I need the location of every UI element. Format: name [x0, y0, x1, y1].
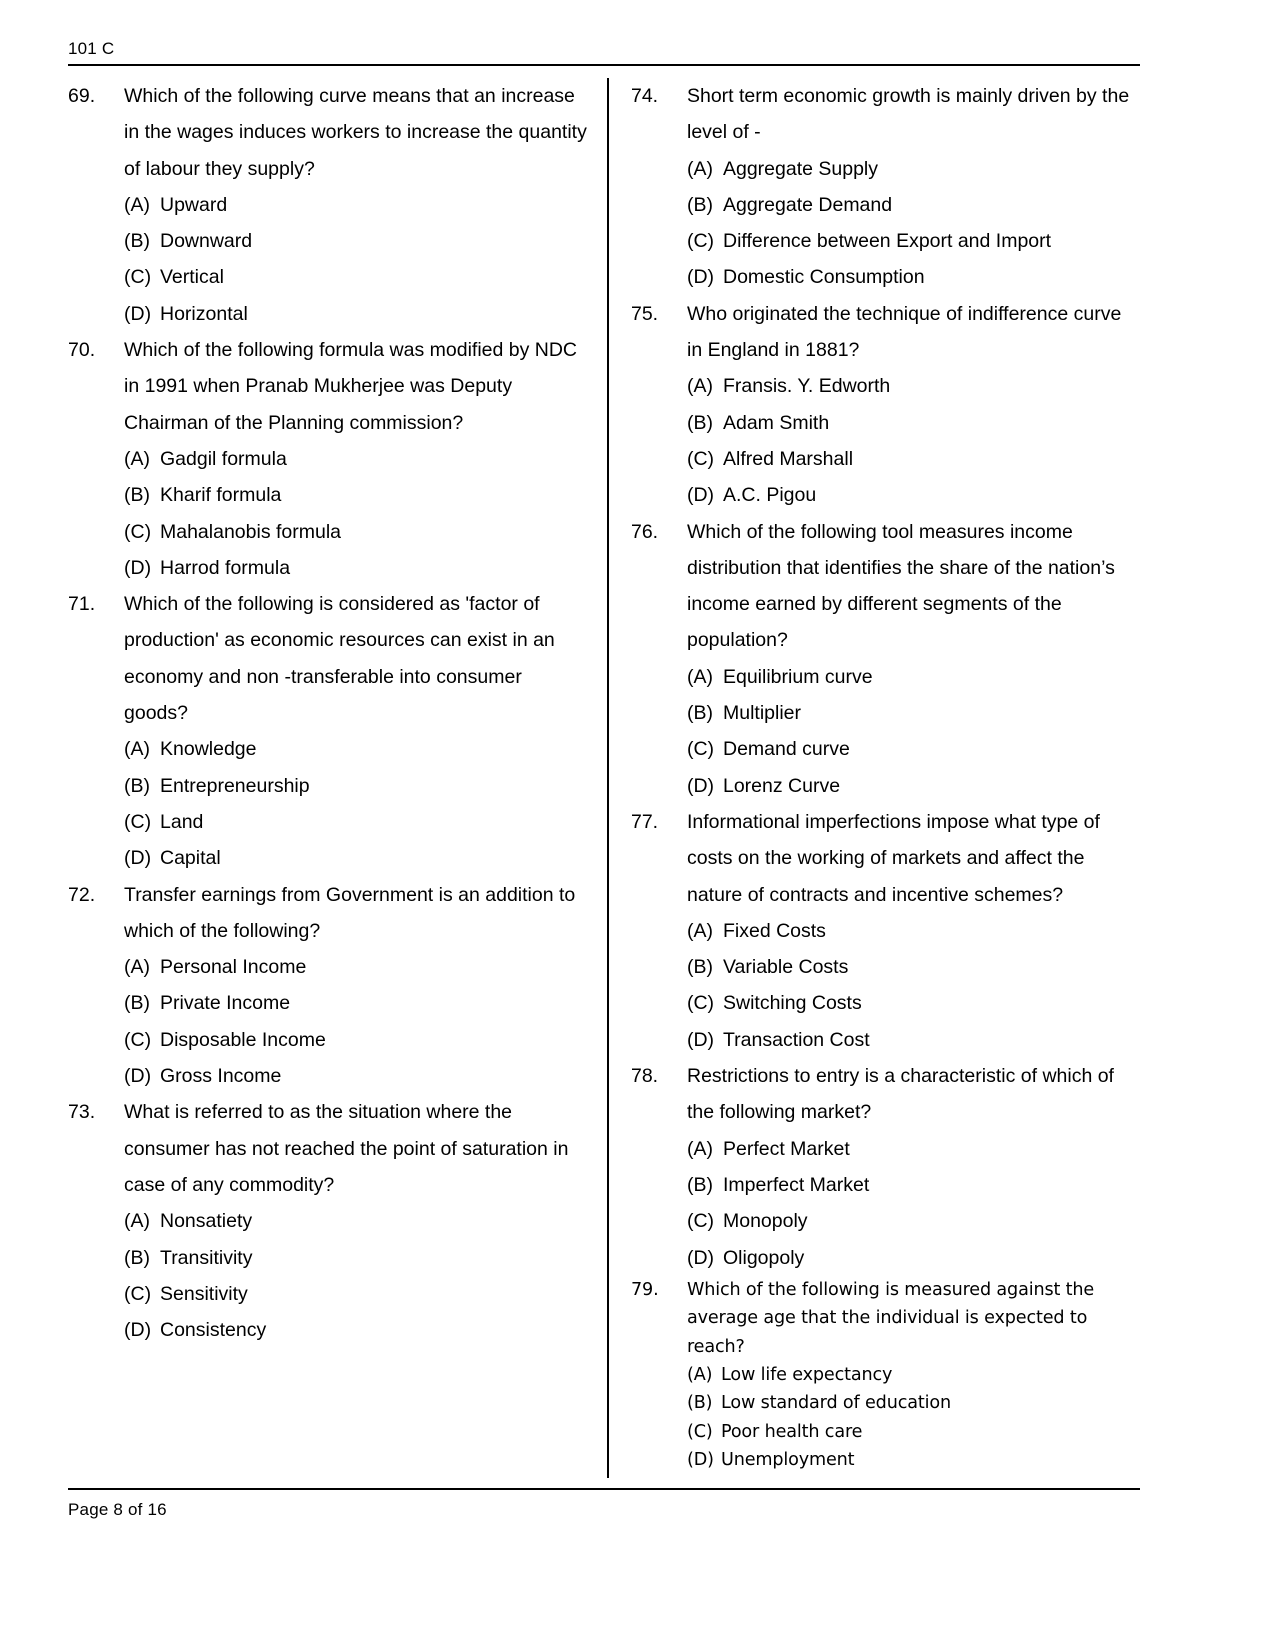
question-block [631, 1276, 1140, 1475]
question-body [124, 877, 591, 1095]
option-letter: (C) [124, 810, 152, 833]
option-letter: (D) [124, 1065, 152, 1088]
question-text: Restrictions to entry is a characteristic of which of the following market? [686, 1065, 1114, 1124]
question-block [631, 1058, 1140, 1276]
option-letter: (C) [686, 738, 715, 761]
option-item[interactable] [124, 768, 591, 804]
option-letter: (B) [686, 1173, 713, 1196]
question-block [68, 78, 591, 332]
question-body [687, 804, 1140, 1058]
option-label: Oligopoly [722, 1246, 805, 1269]
option-item[interactable] [687, 913, 1140, 949]
option-label: Unemployment [720, 1450, 855, 1471]
question-number: 76. [630, 520, 659, 543]
question-block [631, 296, 1140, 514]
question-text: Which of the following is considered as 'factor of production' as economic resources can exist in an economy and non -transferable into consumer goods? [124, 593, 555, 725]
option-letter: (C) [686, 1421, 713, 1442]
option-label: Nonsatiety [160, 1210, 253, 1233]
option-letter: (B) [686, 411, 713, 434]
option-letter: (A) [686, 665, 713, 688]
option-label: Aggregate Supply [722, 157, 879, 180]
option-letter: (A) [686, 375, 713, 398]
option-list [687, 368, 1140, 513]
option-item[interactable] [124, 1203, 591, 1239]
option-letter: (A) [124, 956, 150, 979]
option-label: Transaction Cost [722, 1028, 870, 1051]
option-label: Adam Smith [722, 411, 830, 434]
option-item[interactable] [687, 223, 1140, 259]
question-number: 73. [68, 1101, 96, 1124]
option-list [687, 1361, 1140, 1475]
option-label: Knowledge [160, 738, 257, 761]
option-item[interactable] [687, 1240, 1140, 1276]
option-label: Poor health care [720, 1421, 863, 1442]
option-item[interactable] [124, 1058, 591, 1094]
option-item[interactable] [124, 985, 591, 1021]
option-letter: (B) [124, 1246, 150, 1269]
option-label: Sensitivity [160, 1282, 248, 1305]
left-column [68, 78, 607, 1478]
option-item[interactable] [124, 477, 591, 513]
option-letter: (B) [686, 193, 713, 216]
question-number: 75. [630, 302, 659, 325]
option-item[interactable] [687, 949, 1140, 985]
option-letter: (B) [124, 774, 150, 797]
option-letter: (C) [124, 1028, 152, 1051]
question-number: 78. [630, 1065, 659, 1088]
option-item[interactable] [124, 223, 591, 259]
option-letter: (D) [686, 1450, 714, 1471]
option-item[interactable] [687, 1167, 1140, 1203]
option-label: Fixed Costs [722, 919, 826, 942]
header-divider-rule [68, 64, 1140, 66]
option-letter: (C) [686, 230, 715, 253]
option-label: Low life expectancy [720, 1365, 893, 1386]
question-text: What is referred to as the situation where the consumer has not reached the point of saturation in case of any commodity? [124, 1101, 569, 1196]
question-text: Which of the following curve means that an increase in the wages induces workers to increase the quantity of labour they supply? [124, 85, 587, 180]
option-list [687, 659, 1140, 804]
question-body [124, 332, 591, 586]
option-letter: (B) [686, 1393, 713, 1414]
option-label: Harrod formula [160, 556, 291, 579]
question-block [68, 586, 591, 876]
option-item[interactable] [687, 441, 1140, 477]
option-letter: (C) [686, 992, 715, 1015]
option-letter: (D) [124, 556, 152, 579]
option-item[interactable] [687, 768, 1140, 804]
question-block [631, 514, 1140, 804]
option-item[interactable] [687, 477, 1140, 513]
question-block [68, 877, 591, 1095]
option-label: Disposable Income [160, 1028, 326, 1051]
option-label: Horizontal [160, 302, 248, 325]
option-label: A.C. Pigou [722, 484, 817, 507]
option-label: Kharif formula [160, 484, 282, 507]
option-letter: (A) [124, 447, 150, 470]
right-column [609, 78, 1140, 1478]
page-footer [68, 1488, 1140, 1521]
question-block [631, 804, 1140, 1058]
question-text: Which of the following is measured against the average age that the individual is expected to reach? [686, 1279, 1095, 1357]
option-label: Gross Income [160, 1065, 282, 1088]
option-letter: (D) [686, 1028, 715, 1051]
option-item[interactable] [687, 731, 1140, 767]
option-letter: (C) [686, 1210, 715, 1233]
option-label: Switching Costs [722, 992, 862, 1015]
question-text: Who originated the technique of indifference curve in England in 1881? [686, 302, 1122, 362]
option-label: Variable Costs [722, 956, 849, 979]
option-item[interactable] [687, 1022, 1140, 1058]
question-body [124, 1094, 591, 1348]
option-list [124, 187, 591, 332]
option-label: Transitivity [160, 1246, 253, 1269]
option-label: Equilibrium curve [722, 665, 873, 688]
option-list [124, 949, 591, 1094]
option-item[interactable] [124, 259, 591, 295]
option-list [124, 1203, 591, 1348]
option-item[interactable] [124, 514, 591, 550]
option-item[interactable] [124, 187, 591, 223]
page-number-label: Page 8 of 16 [68, 1500, 167, 1519]
option-label: Gadgil formula [160, 447, 287, 470]
option-letter: (A) [686, 919, 713, 942]
option-item[interactable] [124, 1022, 591, 1058]
option-item[interactable] [687, 1389, 1140, 1417]
option-letter: (B) [124, 230, 150, 253]
option-item[interactable] [687, 1131, 1140, 1167]
option-letter: (D) [124, 1319, 152, 1342]
question-block [68, 1094, 591, 1348]
question-text: Informational imperfections impose what type of costs on the working of markets and affect the nature of contracts and incentive schemes? [686, 810, 1100, 906]
option-item[interactable] [124, 804, 591, 840]
option-label: Imperfect Market [722, 1173, 870, 1196]
option-label: Private Income [160, 992, 291, 1015]
option-letter: (C) [686, 447, 715, 470]
option-label: Monopoly [722, 1210, 808, 1233]
question-text: Which of the following tool measures income distribution that identifies the share of the nation’s income earned by different segments of the population? [686, 520, 1115, 652]
question-number: 72. [68, 883, 96, 906]
option-item[interactable] [687, 187, 1140, 223]
option-label: Capital [160, 847, 221, 870]
option-label: Domestic Consumption [722, 266, 925, 289]
option-letter: (D) [686, 1246, 715, 1269]
option-list [687, 1131, 1140, 1276]
paper-code: 101 C [68, 39, 115, 58]
option-item[interactable] [687, 151, 1140, 187]
option-item[interactable] [687, 1418, 1140, 1446]
option-letter: (C) [124, 266, 152, 289]
option-letter: (B) [124, 992, 150, 1015]
option-item[interactable] [687, 695, 1140, 731]
question-body [687, 1058, 1140, 1276]
option-list [687, 151, 1140, 296]
option-letter: (A) [686, 1365, 713, 1386]
option-letter: (B) [686, 956, 713, 979]
question-number: 71. [68, 593, 96, 616]
option-letter: (D) [124, 302, 152, 325]
option-label: Mahalanobis formula [160, 520, 342, 543]
question-columns [68, 78, 1140, 1478]
option-letter: (A) [686, 1137, 713, 1160]
option-item[interactable] [124, 1276, 591, 1312]
option-list [687, 913, 1140, 1058]
option-item[interactable] [687, 368, 1140, 404]
question-body [687, 1276, 1140, 1475]
option-item[interactable] [124, 731, 591, 767]
option-item[interactable] [124, 1312, 591, 1348]
option-label: Downward [160, 230, 253, 253]
option-letter: (A) [124, 193, 150, 216]
option-item[interactable] [124, 840, 591, 876]
option-letter: (C) [124, 1282, 152, 1305]
option-list [124, 731, 591, 876]
question-number: 77. [630, 810, 659, 833]
question-body [687, 296, 1140, 514]
option-label: Alfred Marshall [722, 447, 854, 470]
option-item[interactable] [687, 1203, 1140, 1239]
option-item[interactable] [124, 949, 591, 985]
question-number: 70. [68, 339, 96, 362]
question-number: 69. [68, 85, 96, 107]
option-letter: (A) [124, 1210, 150, 1233]
option-label: Aggregate Demand [722, 193, 893, 216]
question-text: Transfer earnings from Government is an addition to which of the following? [124, 883, 576, 942]
option-label: Lorenz Curve [722, 774, 841, 797]
option-letter: (D) [686, 484, 715, 507]
option-letter: (B) [686, 702, 713, 725]
option-letter: (A) [686, 157, 713, 180]
question-body [687, 78, 1140, 296]
option-item[interactable] [687, 405, 1140, 441]
option-item[interactable] [687, 985, 1140, 1021]
option-label: Demand curve [722, 738, 850, 761]
option-label: Low standard of education [720, 1393, 951, 1414]
question-text: Which of the following formula was modified by NDC in 1991 when Pranab Mukherjee was Deputy Chairman of the Planning commission? [124, 339, 578, 434]
option-item[interactable] [124, 550, 591, 586]
option-list [124, 441, 591, 586]
option-letter: (C) [124, 520, 152, 543]
option-item[interactable] [687, 259, 1140, 295]
page-header [68, 38, 1140, 66]
question-block [631, 78, 1140, 296]
option-item[interactable] [124, 1240, 591, 1276]
option-label: Fransis. Y. Edworth [722, 375, 891, 398]
option-item[interactable] [687, 659, 1140, 695]
question-number: 79. [630, 1279, 659, 1300]
option-label: Personal Income [160, 956, 307, 979]
option-label: Upward [160, 193, 228, 216]
option-label: Vertical [160, 266, 224, 289]
option-letter: (A) [124, 738, 150, 761]
option-item[interactable] [124, 441, 591, 477]
question-body [124, 78, 591, 332]
option-letter: (D) [686, 266, 715, 289]
option-label: Difference between Export and Import [722, 230, 1052, 253]
question-body [124, 586, 591, 876]
question-number: 74. [630, 85, 659, 107]
option-letter: (D) [124, 847, 152, 870]
option-letter: (D) [686, 774, 715, 797]
option-label: Multiplier [722, 702, 802, 725]
option-label: Entrepreneurship [160, 774, 310, 797]
option-letter: (B) [124, 484, 150, 507]
option-label: Perfect Market [722, 1137, 850, 1160]
option-label: Consistency [160, 1319, 267, 1342]
option-item[interactable] [687, 1446, 1140, 1474]
question-body [687, 514, 1140, 804]
question-text: Short term economic growth is mainly driven by the level of - [686, 85, 1130, 144]
option-item[interactable] [124, 296, 591, 332]
question-block [68, 332, 591, 586]
option-item[interactable] [687, 1361, 1140, 1389]
option-label: Land [160, 810, 204, 833]
